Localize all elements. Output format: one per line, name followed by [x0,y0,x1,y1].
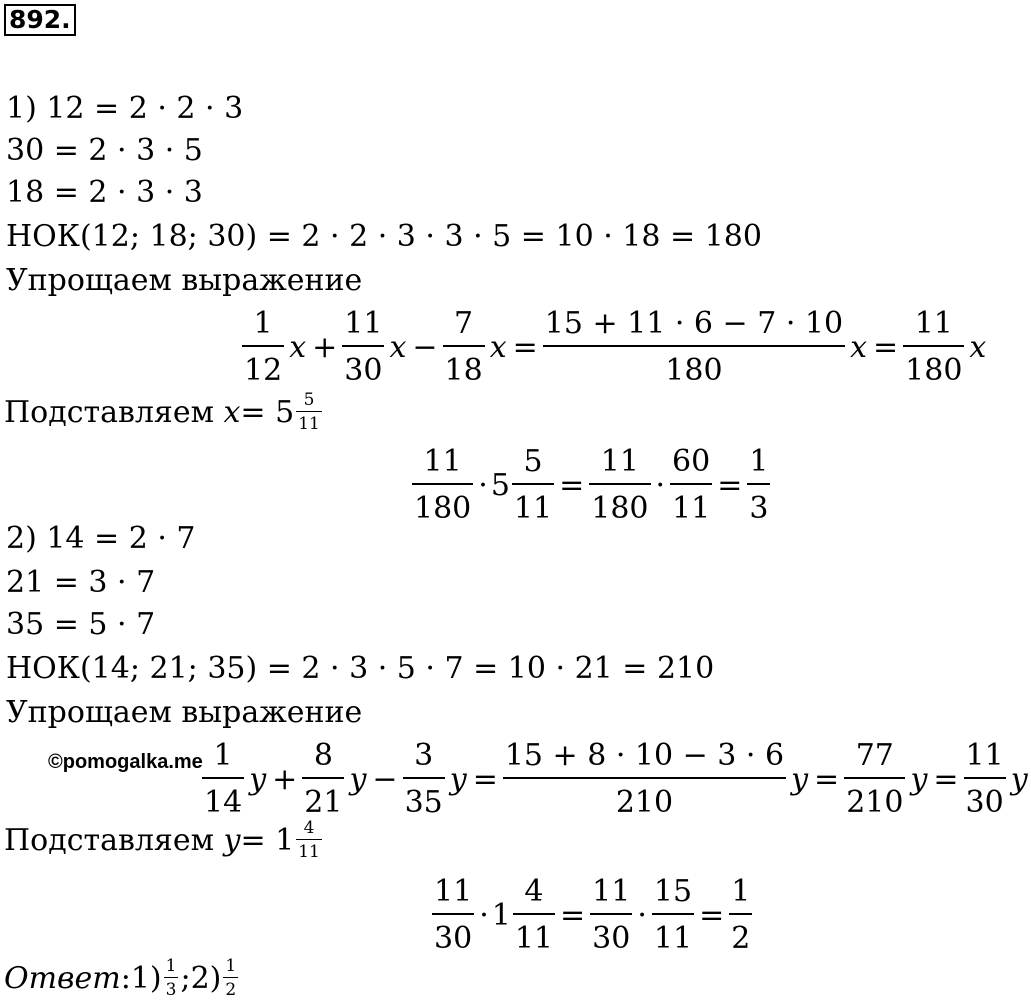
p2-substitute-equation: $\frac{11}{30}$ · 1 $\frac{4}{11}$ = $\frac{11}{30}$ · $\frac{15}{11}$ = $\frac{1}{2}$ [434,874,751,956]
p2-factor-35: 35 = 5 · 7 [6,607,156,642]
fraction: $\frac{11}{30}$ [344,306,383,388]
p1-factor-18: 18 = 2 · 3 · 3 [6,175,203,210]
fraction: $\frac{60}{11}$ [672,444,711,526]
fraction: $\frac{1}{3}$ [165,956,177,1000]
p2-simplify-label: Упрощаем выражение [6,695,363,730]
fraction: $\frac{11}{30}$ [434,874,473,956]
p2-factor-14: 2) 14 = 2 · 7 [6,521,196,556]
p2-simplify-equation: $\frac{1}{14}$ y + $\frac{8}{21}$ y − $\frac{3}{35}$ y = $\frac{15 + 8 \cdot 10 - 3 \cdot 6}{210}$ y = $\frac{77}{210}$ y = $\frac{11}{30}$ y [204,738,1028,820]
fraction: $\frac{11}{30}$ [592,874,631,956]
p1-substitute-equation: $\frac{11}{180}$ · 5 $\frac{5}{11}$ = $\frac{11}{180}$ · $\frac{60}{11}$ = $\frac{1}{3}$ [414,444,769,526]
fraction: $\frac{15}{11}$ [653,874,693,956]
fraction: $\frac{4}{11}$ [514,874,554,956]
p1-simplify-equation: $\frac{1}{12}$ x + $\frac{11}{30}$ x − $\frac{7}{18}$ x = $\frac{15 + 11 \cdot 6 - 7 \cdot 10}{180}$ x = $\frac{11}{180}$ x [244,306,987,388]
answer-line: Ответ : 1) $\frac{1}{3}$ ; 2) $\frac{1}{2}$ [4,956,237,1000]
p2-factor-21: 21 = 3 · 7 [6,565,156,600]
watermark: ©pomogalka.me [48,751,203,773]
p2-substitute-line: Подставляем y = 1 $\frac{4}{11}$ [4,818,320,862]
fraction: $\frac{11}{180}$ [414,444,472,526]
fraction: $\frac{1}{2}$ [225,956,237,1000]
fraction: $\frac{7}{18}$ [444,306,483,388]
fraction: $\frac{4}{11}$ [298,818,320,862]
fraction: $\frac{11}{30}$ [965,738,1004,820]
p1-factor-12: 1) 12 = 2 · 2 · 3 [6,91,244,126]
p2-lcm: НОК(14; 21; 35) = 2 · 3 · 5 · 7 = 10 · 21 = 210 [6,651,715,686]
fraction: $\frac{3}{35}$ [404,738,443,820]
p1-substitute-line: Подставляем x = 5 $\frac{5}{11}$ [4,390,320,434]
fraction: $\frac{11}{180}$ [591,444,649,526]
fraction: $\frac{15 + 11 \cdot 6 - 7 \cdot 10}{180}$ [544,306,844,388]
problem-number: 892. [4,4,76,36]
fraction: $\frac{11}{180}$ [905,306,963,388]
fraction: $\frac{5}{11}$ [513,444,553,526]
fraction: $\frac{1}{14}$ [204,738,243,820]
fraction: $\frac{1}{12}$ [244,306,283,388]
fraction: $\frac{77}{210}$ [846,738,904,820]
fraction: $\frac{8}{21}$ [304,738,343,820]
p1-lcm: НОК(12; 18; 30) = 2 · 2 · 3 · 3 · 5 = 10 · 18 = 180 [6,219,762,254]
fraction: $\frac{5}{11}$ [298,390,320,434]
fraction: $\frac{1}{2}$ [731,874,751,956]
p1-factor-30: 30 = 2 · 3 · 5 [6,133,203,168]
fraction: $\frac{1}{3}$ [749,444,769,526]
p1-simplify-label: Упрощаем выражение [6,263,363,298]
fraction: $\frac{15 + 8 \cdot 10 - 3 \cdot 6}{210}$ [504,738,785,820]
